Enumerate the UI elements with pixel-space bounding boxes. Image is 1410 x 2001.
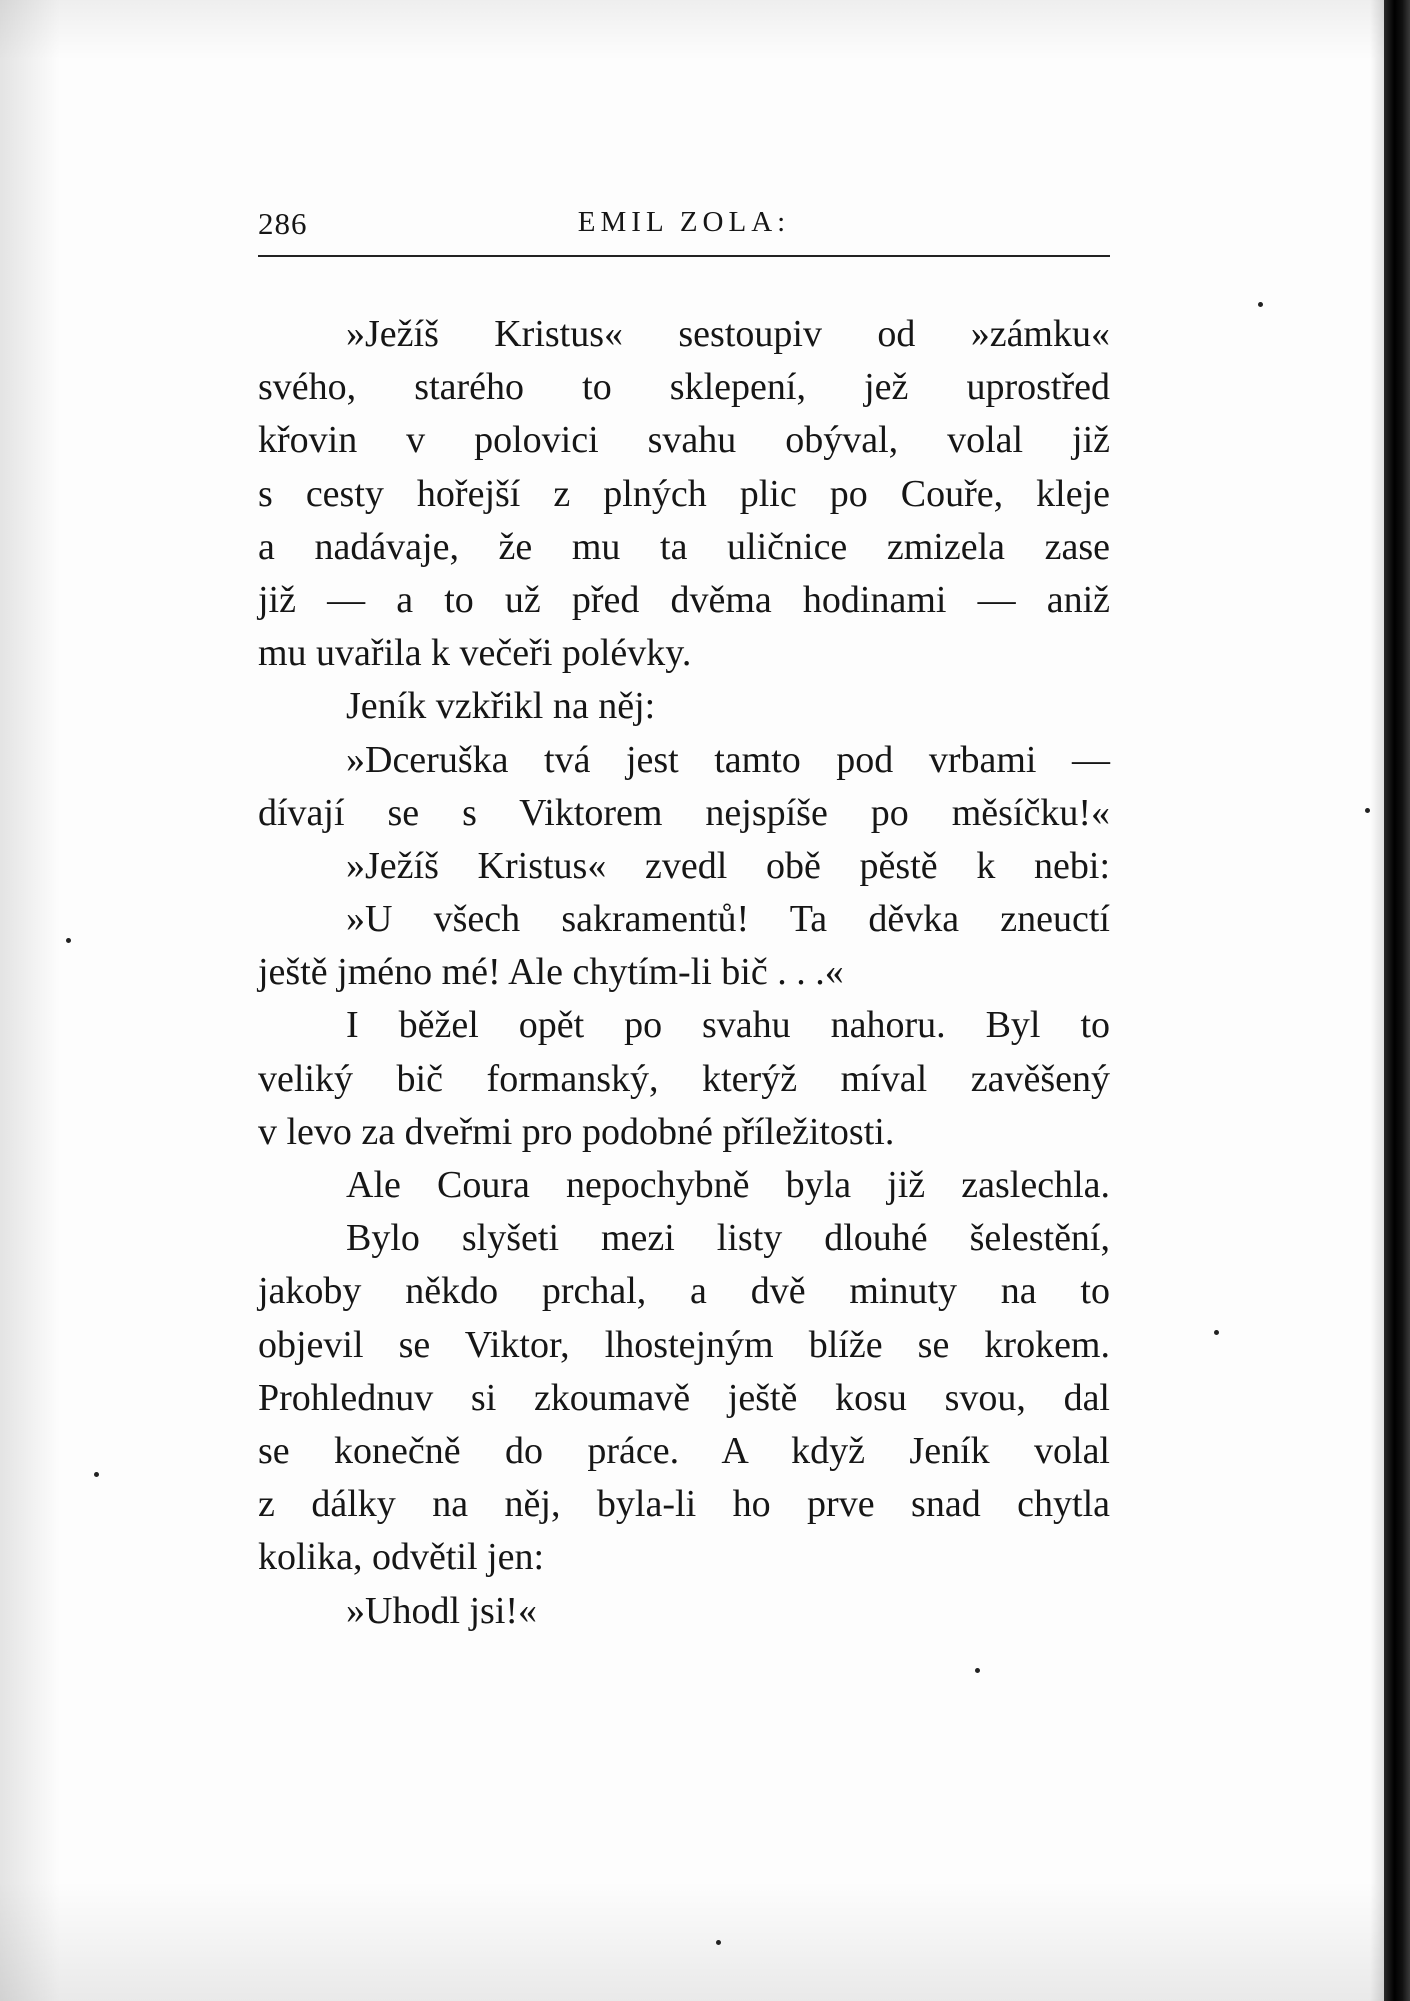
text-line: »Dceruška tvá jest tamto pod vrbami — — [346, 738, 1110, 781]
text-line: mu uvařila k večeři polévky. — [258, 632, 692, 675]
running-title: EMIL ZOLA: — [577, 206, 791, 238]
text-line: již — a to už před dvěma hodinami — aniž — [258, 578, 1110, 621]
text-line: »Uhodl jsi!« — [346, 1589, 538, 1632]
scan-speck — [1365, 808, 1370, 813]
text-line: a nadávaje, že mu ta uličnice zmizela zase — [258, 525, 1110, 568]
text-line: s cesty hořejší z plných plic po Couře, kleje — [258, 472, 1110, 515]
scan-speck — [716, 1940, 721, 1945]
scan-speck — [1258, 302, 1263, 307]
scan-speck — [975, 1668, 980, 1673]
page-bottom-shadow — [0, 1881, 1410, 2001]
text-line: objevil se Viktor, lhostejným blíže se krokem. — [258, 1323, 1110, 1366]
text-line: Jeník vzkřikl na něj: — [346, 685, 656, 728]
page-number: 286 — [258, 206, 308, 241]
text-line: jakoby někdo prchal, a dvě minuty na to — [258, 1270, 1110, 1313]
scan-speck — [66, 938, 71, 943]
text-line: »U všech sakramentů! Ta děvka zneuctí — [346, 898, 1110, 941]
text-line: kolika, odvětil jen: — [258, 1536, 545, 1579]
text-line: Prohlednuv si zkoumavě ještě kosu svou, dal — [258, 1376, 1110, 1419]
text-line: »Ježíš Kristus« sestoupiv od »zámku« — [346, 313, 1110, 355]
text-line: v levo za dveřmi pro podobné příležitosti. — [258, 1110, 895, 1153]
text-line: křovin v polovici svahu obýval, volal již — [258, 419, 1110, 462]
scan-speck — [94, 1472, 99, 1477]
text-line: »Ježíš Kristus« zvedl obě pěstě k nebi: — [346, 844, 1110, 887]
scan-speck — [1214, 1330, 1219, 1335]
text-line: ještě jméno mé! Ale chytím-li bič . . .« — [258, 951, 844, 994]
text-line: veliký bič formanský, kterýž míval zavěšený — [258, 1057, 1110, 1100]
text-line: svého, starého to sklepení, jež uprostřed — [258, 366, 1110, 409]
page-left-shadow — [0, 0, 60, 2001]
text-line: Bylo slyšeti mezi listy dlouhé šelestění, — [346, 1217, 1110, 1260]
header-rule — [258, 255, 1110, 257]
running-header — [258, 206, 1110, 246]
text-line: z dálky na něj, byla-li ho prve snad chytla — [258, 1483, 1110, 1526]
page-top-shadow — [0, 0, 1410, 60]
binding-gap — [1370, 0, 1384, 2001]
body-text — [258, 308, 1110, 1638]
text-line: dívají se s Viktorem nejspíše po měsíčku!« — [258, 791, 1110, 834]
text-line: Ale Coura nepochybně byla již zaslechla. — [346, 1164, 1110, 1206]
text-line: se konečně do práce. A když Jeník volal — [258, 1429, 1110, 1472]
text-line: I běžel opět po svahu nahoru. Byl to — [346, 1004, 1110, 1047]
binding-edge — [1384, 0, 1410, 2001]
